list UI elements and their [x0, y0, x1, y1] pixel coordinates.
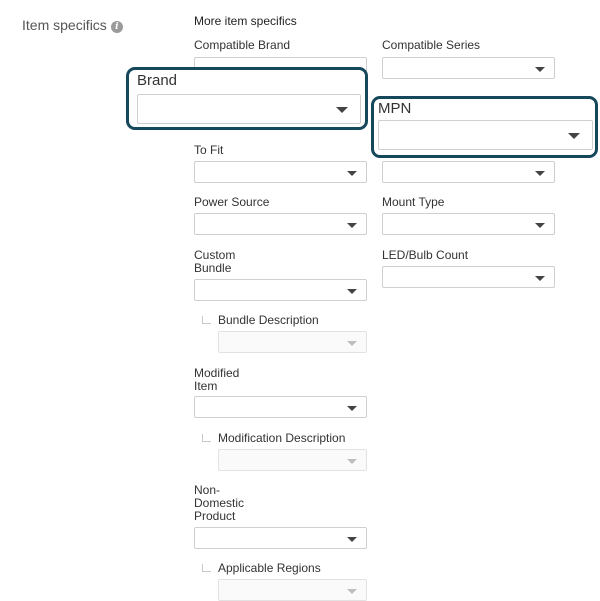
led-bulb-count-select[interactable] [382, 266, 555, 288]
to-fit-select[interactable] [194, 161, 367, 183]
tree-connector [202, 434, 211, 442]
chevron-down-icon [347, 289, 357, 294]
brand-select[interactable] [137, 94, 361, 124]
non-domestic-product-select[interactable] [194, 527, 367, 549]
applicable-regions-select[interactable] [218, 579, 367, 601]
to-fit-label: To Fit [194, 143, 224, 157]
custom-bundle-label: Custom Bundle [194, 248, 236, 275]
power-source-select[interactable] [194, 213, 367, 235]
non-domestic-product-label: Non-Domestic Product [194, 483, 245, 523]
compatible-series-label: Compatible Series [382, 38, 481, 52]
modified-item-select[interactable] [194, 396, 367, 418]
item-specifics-label: Item specifics i [22, 17, 123, 35]
mpn-label: MPN [378, 100, 412, 117]
applicable-regions-label: Applicable Regions [218, 561, 321, 575]
mpn-select[interactable] [378, 120, 593, 150]
chevron-down-icon [347, 589, 357, 594]
info-icon[interactable]: i [111, 21, 123, 33]
chevron-down-icon [336, 107, 348, 113]
chevron-down-icon [347, 341, 357, 346]
chevron-down-icon [535, 67, 545, 72]
chevron-down-icon [535, 171, 545, 176]
bundle-description-select[interactable] [218, 331, 367, 353]
modification-description-select[interactable] [218, 449, 367, 471]
modification-description-label: Modification Description [218, 431, 346, 445]
modified-item-label: Modified Item [194, 366, 240, 393]
more-item-specifics-heading: More item specifics [194, 14, 297, 28]
brand-callout [126, 67, 368, 130]
compatible-brand-label: Compatible Brand [194, 38, 291, 52]
led-bulb-count-label: LED/Bulb Count [382, 248, 469, 262]
bundle-description-label: Bundle Description [218, 313, 319, 327]
chevron-down-icon [568, 133, 580, 139]
mpn-callout [371, 96, 598, 158]
tree-connector [202, 316, 211, 324]
chevron-down-icon [535, 223, 545, 228]
chevron-down-icon [347, 223, 357, 228]
mount-type-label: Mount Type [382, 195, 445, 209]
right-column-select[interactable] [382, 161, 555, 183]
chevron-down-icon [347, 406, 357, 411]
mount-type-select[interactable] [382, 213, 555, 235]
chevron-down-icon [347, 537, 357, 542]
chevron-down-icon [347, 171, 357, 176]
brand-label: Brand [137, 72, 178, 89]
tree-connector [202, 564, 211, 572]
compatible-series-select[interactable] [382, 57, 555, 79]
chevron-down-icon [347, 459, 357, 464]
power-source-label: Power Source [194, 195, 270, 209]
chevron-down-icon [535, 276, 545, 281]
custom-bundle-select[interactable] [194, 279, 367, 301]
